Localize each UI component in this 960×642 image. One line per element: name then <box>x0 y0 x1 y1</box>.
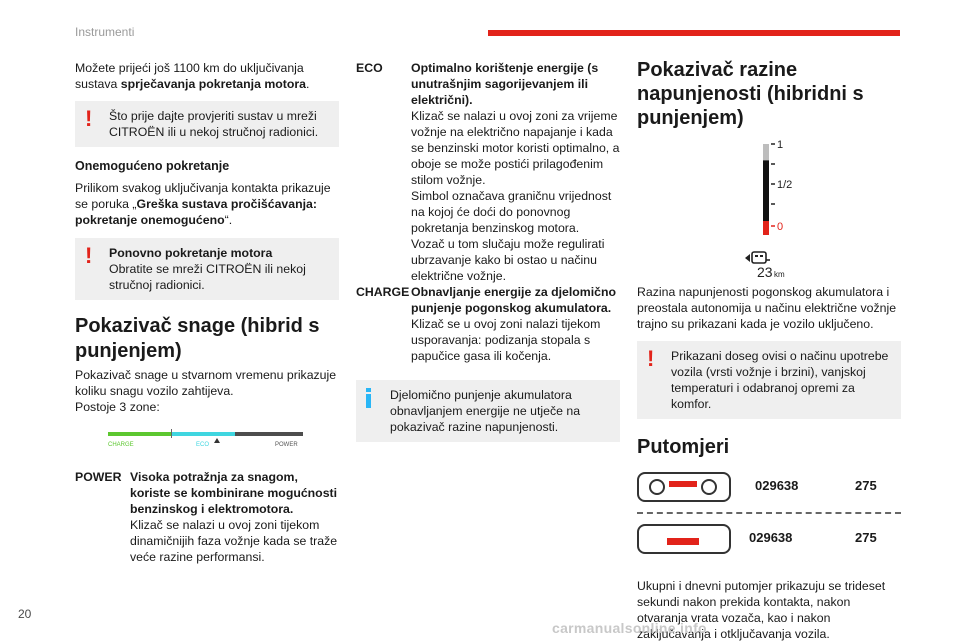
power-definition <box>75 469 339 565</box>
odometer-trip-1: 275 <box>855 478 877 493</box>
battery-gauge <box>637 138 901 278</box>
battery-label-empty: 0 <box>777 221 784 233</box>
odometer-total-1: 029638 <box>755 478 799 493</box>
warning-icon: ! <box>85 243 93 268</box>
battery-label-half: 1/2 <box>777 179 793 191</box>
range-value: 23 <box>757 264 773 278</box>
dashed-divider <box>637 512 901 514</box>
highlight-odometer <box>667 538 699 545</box>
charge-text: Klizač se u ovoj zoni nalazi tijekom usporavanja: podizanja stopala s papučice gasa ili kočenja. <box>411 317 601 363</box>
watermark: carmanualsonline.info <box>552 620 707 636</box>
battery-paragraph: Razina napunjenosti pogonskog akumulatora i preostala autonomija u načinu električne vožnje trajno su prikazani kada je vozilo uključeno. <box>637 285 897 331</box>
eco-bold: Optimalno korištenje energije (s unutrašnjim sagorijevanjem ili električni). <box>411 61 599 107</box>
gauge-charge-zone <box>108 432 172 436</box>
power-bold: Visoka potražnja za snagom, koriste se kombinirane mogućnosti benzinskog i elektromotora. <box>130 470 338 516</box>
section-title: Instrumenti <box>75 25 135 39</box>
battery-label-full: 1 <box>777 139 784 151</box>
warning-note-range: ! Prikazani doseg ovisi o načinu upotrebe vozila (vrsti vožnje i brzini), vanjskoj temperaturi i odabranoj opremi za komfor. <box>637 341 901 419</box>
eco-text-3: Vozač u tom slučaju može regulirati ubrzavanje kako bi ostao u načinu električne vožnje. <box>411 237 605 283</box>
column-left <box>75 60 339 565</box>
info-icon <box>366 388 371 408</box>
sub-heading: Onemogućeno pokretanje <box>75 159 230 173</box>
instrument-cluster-icon <box>637 472 731 502</box>
gauge-label-eco: ECO <box>196 442 210 448</box>
range-unit: km <box>774 270 785 278</box>
eco-text-2: Simbol označava graničnu vrijednost na kojoj će doći do ponovnog pokretanja benzinskog motora. <box>411 189 612 235</box>
gauge-divider <box>171 429 172 438</box>
warning-icon: ! <box>85 106 93 131</box>
gauge-eco-zone <box>172 432 235 436</box>
term-charge: CHARGE <box>356 285 410 299</box>
gauge-label-charge: CHARGE <box>108 442 134 448</box>
page-number: 20 <box>18 607 32 621</box>
warning-note-restart: ! Ponovno pokretanje motora Obratite se mreži CITROËN ili nekoj stručnoj radionici. <box>75 238 339 300</box>
power-intro: Pokazivač snage u stvarnom vremenu prikazuje koliku snagu vozilo zahtijeva. Postoje 3 zone: <box>75 368 337 414</box>
gauge-label-power: POWER <box>275 442 298 448</box>
odometer-heading: Putomjeri <box>637 436 730 458</box>
info-note: Djelomično punjenje akumulatora obnavljanjem energije ne utječe na pokazivač razine napunjenosti. <box>356 380 620 442</box>
odometer-trip-2: 275 <box>855 530 877 545</box>
term-eco: ECO <box>356 61 383 75</box>
odometer-display-1 <box>637 470 901 512</box>
battery-low-zone <box>763 221 769 235</box>
warning-icon: ! <box>647 346 655 371</box>
warning-note: ! Što prije dajte provjeriti sustav u mreži CITROËN ili u nekoj stručnoj radionici. <box>75 101 339 147</box>
section-heading: Pokazivač snage (hibrid s punjenjem) <box>75 315 320 362</box>
error-paragraph: Prilikom svakog uključivanja kontakta prikazuje se poruka „Greška sustava pročišćavanja: pokretanje onemogućeno“. <box>75 181 331 227</box>
instrument-cluster-icon <box>637 524 731 554</box>
intro-paragraph: Možete prijeći još 1100 km do uključivanja sustava sprječavanja pokretanja motora. <box>75 61 310 91</box>
odometer-total-2: 029638 <box>749 530 793 545</box>
power-gauge <box>75 421 339 461</box>
term-power: POWER <box>75 470 122 484</box>
header-accent-bar <box>488 30 900 36</box>
ev-plug-icon <box>745 252 770 263</box>
eco-definition <box>356 60 620 284</box>
gauge-slider-icon <box>214 438 220 443</box>
charge-bold: Obnavljanje energije za djelomično punjenje pogonskog akumulatora. <box>411 285 617 315</box>
charge-definition <box>356 284 620 364</box>
eco-text-1: Klizač se nalazi u ovoj zoni za vrijeme vožnje na električno napajanje i kada se benzinski motor koristi optimalno, a oboje se može postići prilagođenim stilom vožnje. <box>411 109 620 187</box>
column-middle <box>356 60 620 442</box>
odometer-display-2 <box>637 522 901 564</box>
battery-heading: Pokazivač razine napunjenosti (hibridni s punjenjem) <box>637 59 864 129</box>
power-text: Klizač se nalazi u ovoj zoni tijekom dinamičnijih faza vožnje kada se traže veće razine performansi. <box>130 518 338 564</box>
column-right <box>637 58 901 642</box>
odometer-paragraph: Ukupni i dnevni putomjer prikazuju se trideset sekundi nakon prekida kontakta, nakon otvaranja vrata vozača, kao i nakon zaključavanja i otključavanja vozila. <box>637 579 886 641</box>
highlight-odometer <box>669 481 697 487</box>
gauge-power-zone <box>235 432 303 436</box>
